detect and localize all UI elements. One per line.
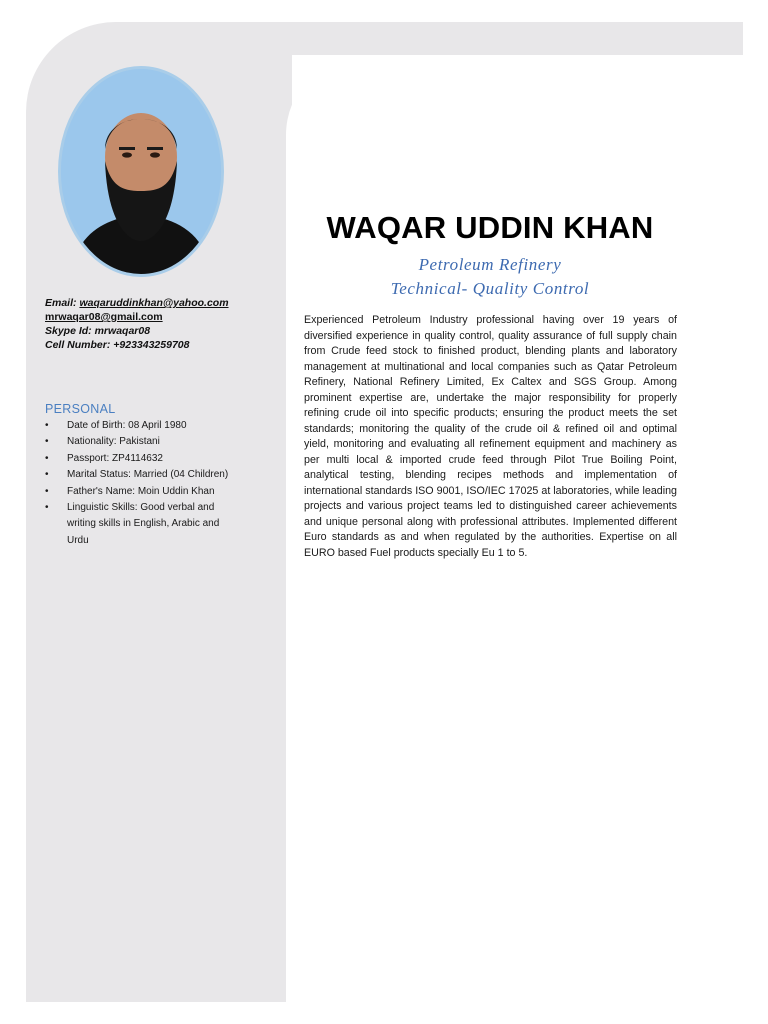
profile-photo [61,69,221,274]
cell-number: Cell Number: +923343259708 [45,339,190,351]
job-title-line-1: Petroleum Refinery [418,255,562,274]
personal-list [45,418,235,549]
email-line [45,296,285,310]
profile-photo-illustration [61,69,221,274]
personal-item-passport: • Passport: ZP4114632 [45,451,235,467]
top-band-background [150,22,743,55]
personal-item-dob: • Date of Birth: 08 April 1980 [45,418,235,434]
contact-info [45,296,285,352]
personal-item-father-name: • Father's Name: Moin Uddin Khan [45,484,235,500]
personal-item-linguistic-skills: • Linguistic Skills: Good verbal and writing skills in English, Arabic and Urdu [45,500,235,549]
candidate-name: WAQAR UDDIN KHAN [326,210,654,245]
personal-item-marital-status: • Marital Status: Married (04 Children) [45,467,235,483]
email-label: Email: [45,297,80,309]
personal-heading: PERSONAL [45,402,116,416]
skype-id: Skype Id: mrwaqar08 [45,325,151,337]
professional-summary: Experienced Petroleum Industry professional having over 19 years of diversified experience in quality control, quality assurance of full supply chain from Crude feed stock to finished product, blending plants and laboratory management at multinational and local companies such as Qatar Petroleum Refinery, National Refinery Limited, Ex Caltex and SGS Group. Among prominent expertise are, undertake the major responsibility for properly refining crude oil into specific products; ensuring the product meets the set standards; monitoring the quality of the crude oil & refined oil and optimal yield, monitoring and evaluating all refinement equipment and machinery as per multi local & imported crude feed through Pilot True Boiling Point, analytical testing, blending recipes methods and implementation of international standards ISO 9001, ISO/IEC 17025 at laboratories, while leading projects and various project teams led to distinguished career achievements and unique personal along with professional attributes. Implemented different Euro standards as and when regulated by the authorities. Expertise on all EURO based Fuel products specially Eu 1 to 5. [304,314,677,559]
email-primary-link[interactable]: waqaruddinkhan@yahoo.com [79,297,229,309]
email-secondary-link[interactable]: mrwaqar08@gmail.com [45,311,163,323]
job-title-line-2: Technical- Quality Control [390,279,590,298]
personal-item-nationality: • Nationality: Pakistani [45,434,235,450]
